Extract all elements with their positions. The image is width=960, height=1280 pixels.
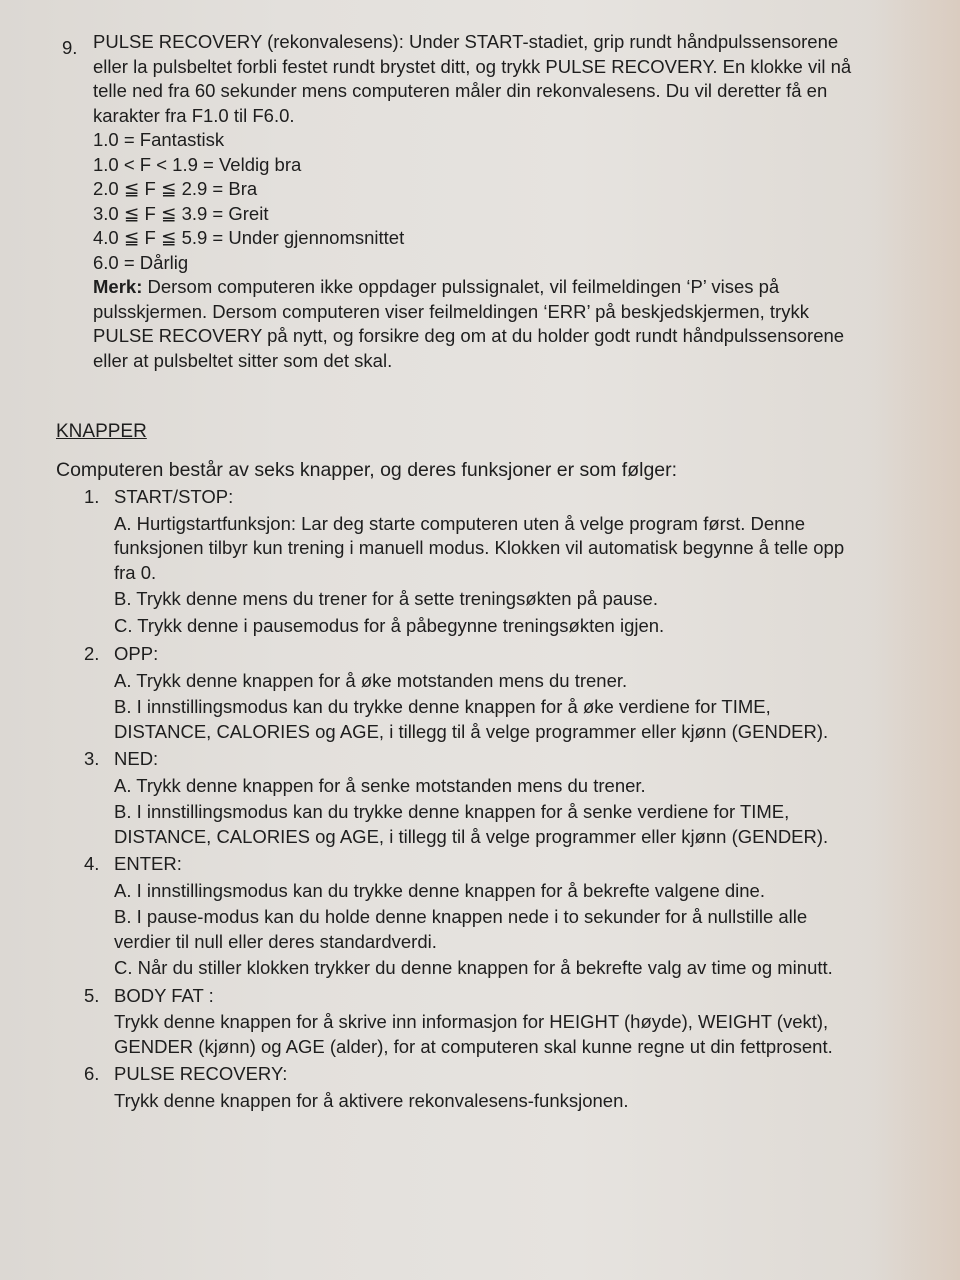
item-number: 6. [84,1063,100,1084]
button-item-start-stop [84,485,854,638]
section-9 [93,30,853,373]
button-item-enter [84,852,854,981]
button-item-ned [84,747,854,849]
knapper-heading: KNAPPER [56,421,147,442]
knapper-intro: Computeren består av seks knapper, og deres funksjoner er som følger: [56,459,678,481]
item-line: A. I innstillingsmodus kan du trykke denne knappen for å bekrefte valgene dine. [114,879,765,901]
item-line: Trykk denne knappen for å aktivere rekonvalesens-funksjonen. [114,1089,629,1111]
item-line: B. Trykk denne mens du trener for å sette treningsøkten på pause. [114,588,658,609]
button-item-body-fat [84,984,854,1060]
rating-item: 2.0 ≦ F ≦ 2.9 = Bra [93,178,258,199]
item-line: C. Trykk denne i pausemodus for å påbegynne treningsøkten igjen. [114,614,665,636]
button-list [84,485,854,1113]
item-title: START/STOP: [114,486,234,507]
section-9-text: PULSE RECOVERY (rekonvalesens): Under START-stadiet, grip rundt håndpulssensorene eller la pulsbeltet forbli festet rundt brystet ditt, og trykk PULSE RECOVERY. En klokke vil nå telle ned fra 60 sekunder mens computeren måler din rekonvalesens. Du vil deretter få en karakter fra F1.0 til F6.0. [93,31,852,126]
item-line: B. I pause-modus kan du holde denne knappen nede i to sekunder for å nullstille alle verdier til null eller deres standardverdi. [114,906,808,952]
note-paragraph [93,275,853,373]
rating-item: 3.0 ≦ F ≦ 3.9 = Greit [93,202,269,224]
item-number: 2. [84,643,100,664]
rating-item: 1.0 = Fantastisk [93,129,225,150]
item-line: A. Hurtigstartfunksjon: Lar deg starte computeren uten å velge program først. Denne funksjonen tilbyr kun trening i manuell modus. Klokken vil automatisk begynne å telle opp fra 0. [114,512,845,583]
item-title: OPP: [114,643,159,664]
item-line: Trykk denne knappen for å skrive inn informasjon for HEIGHT (høyde), WEIGHT (vekt), GENDER (kjønn) og AGE (alder), for at computeren skal kunne regne ut din fettprosent. [114,1011,833,1057]
rating-list [93,128,853,275]
item-number: 4. [84,853,100,874]
item-line: C. Når du stiller klokken trykker du denne knappen for å bekrefte valg av time og minutt. [114,957,833,978]
item-line: B. I innstillingsmodus kan du trykke denne knappen for å øke verdiene for TIME, DISTANCE, CALORIES og AGE, i tillegg til å velge programmer eller kjønn (GENDER). [114,696,829,742]
item-line: A. Trykk denne knappen for å øke motstanden mens du trener. [114,669,628,691]
rating-item: 1.0 < F < 1.9 = Veldig bra [93,153,302,175]
button-item-opp [84,642,854,744]
item-number: 5. [84,984,100,1006]
item-line: B. I innstillingsmodus kan du trykke denne knappen for å senke verdiene for TIME, DISTANCE, CALORIES og AGE, i tillegg til å velge programmer eller kjønn (GENDER). [114,801,829,847]
item-title: ENTER: [114,853,182,874]
item-line: A. Trykk denne knappen for å senke motstanden mens du trener. [114,774,646,796]
button-item-pulse-recovery [84,1062,854,1113]
item-number: 3. [84,748,100,769]
item-title: NED: [114,748,159,769]
item-title: PULSE RECOVERY: [114,1063,288,1084]
item-title: BODY FAT : [114,984,214,1006]
section-9-number: 9. [62,37,78,58]
item-number: 1. [84,486,100,507]
note-label: Merk: [93,276,143,297]
note-text: Dersom computeren ikke oppdager pulssignalet, vil feilmeldingen ‘P’ vises på pulsskjermen. Dersom computeren viser feilmeldingen ‘ERR’ på beskjedskjermen, trykk PULSE RECOVERY på nytt, og forsikre deg om at du holder godt rundt håndpulssensorene eller at pulsbeltet sitter som det skal. [93,276,845,371]
rating-item: 4.0 ≦ F ≦ 5.9 = Under gjennomsnittet [93,227,405,248]
rating-item: 6.0 = Dårlig [93,251,189,273]
